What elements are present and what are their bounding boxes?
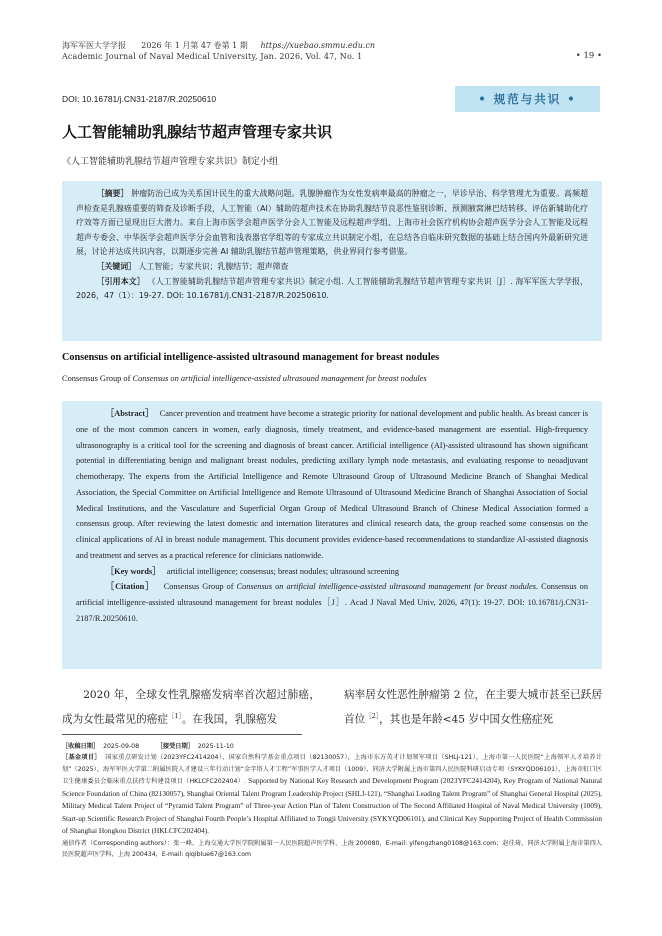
- received-date: 2025-09-08: [103, 743, 140, 750]
- corresponding-authors: 通信作者（Corresponding authors）：张一峰，上海交通大学医学院附属第一人民医院超声医学科，上海 200080，E-mail: yifengzhang0108@163.com；赵佳琦，同济大学附属上海市第四人民医院超声医学科，上海 200434，E-mail: qiqiblue67@163.com: [62, 839, 602, 859]
- keywords-text-cn: 人工智能；专家共识；乳腺结节；超声筛查: [138, 261, 289, 271]
- page-number: • 19 •: [575, 51, 602, 61]
- abstract-text-en: Cancer prevention and treatment have become a strategic priority for national development and public health. As breast cancer is one of the most common cancers in women, early diagnosis, timely treatment, and evidence-based management are essential. High-frequency ultrasonography is a critical tool for the screening and diagnosis of breast cancer. Artificial intelligence (AI)-assisted ultrasound has shown significant potential in differentiating benign and malignant breast nodules, predicting axillary lymph node metastasis, and evaluating response to neoadjuvant chemotherapy. The experts from the Artificial Intelligence and Remote Ultrasound Group of Ultrasound Medicine Branch of Shanghai Medical Association, the Special Committee on Artificial Intelligence and Remote Ultrasound of Ultrasound Medicine Branch of Shanghai Association of Social Medical Institutions, and the Vasculature and Superficial Organ Group of Medical Ultrasound Branch of Chinese Medical Association formed a consensus group. After reviewing the latest domestic and internation literatures and clinical research data, the group reached some consensus on the clinical applications of AI in breast nodule management. This document provides evidence-based recommendations to standardize AI-assisted diagnosis and treatment and serves as a practical reference for clinicians nationwide.: [76, 409, 588, 560]
- citation-text-cn: 《人工智能辅助乳腺结节超声管理专家共识》制定小组. 人工智能辅助乳腺结节超声管理专家共识［J］. 海军军医大学学报，2026，47（1）：19-27. DOI: 10.16781/j.CN31-2187/R.20250610.: [76, 276, 588, 301]
- fund-text-en: Supported by National Key Research and Development Program (2023YFC2414204), Key Program of National Natural Science Foundation of China (82130057), Shanghai Oriental Talent Program Leadership Project (SHLJ-121), “Shanghai Leading Talent Program” of Shanghai General Hospital (2025), Military Medical Talent Project of “Pyramid Talent Program” of Three-year Action Plan of Talent Construction of The Second Affiliated Hospital of Naval Medical University (1009), Start-up Scientific Research Project of Shanghai Fourth People’s Hospital Affiliated to Tongji University (SYKYQD06101), and Clinical Key Supporting Project of Health Commission of Shanghai Hongkou District (HKLCFC202404).: [62, 776, 602, 836]
- author-group-en: [62, 374, 427, 383]
- author-group-en-italic: Consensus on artificial intelligence-assisted ultrasound management for breast nodules: [132, 374, 427, 383]
- citation-italic-en: Consensus on artificial intelligence-assisted ultrasound management for breast nodules: [236, 582, 536, 592]
- citation-en: [76, 579, 588, 626]
- body-col2-text-b: ，其也是年龄<45 岁中国女性癌症死: [379, 713, 554, 726]
- received-label: ［收稿日期］: [62, 743, 100, 750]
- dates-line: [62, 741, 602, 752]
- article-title-cn: 人工智能辅助乳腺结节超声管理专家共识: [62, 123, 333, 141]
- journal-url[interactable]: https://xuebao.smmu.edu.cn: [260, 41, 376, 50]
- citation-label-en: ［Citation］: [105, 582, 155, 592]
- keywords-cn: [76, 260, 588, 275]
- fund-info: [62, 752, 602, 837]
- keywords-en: [76, 564, 588, 580]
- abstract-text-cn: 肿瘤防治已成为关系国计民生的重大战略问题。乳腺肿瘤作为女性发病率最高的肿瘤之一，早诊早治、科学管理尤为重要。高频超声检查是乳腺癌重要的筛查及诊断手段，人工智能（AI）辅助的超声技术在协助乳腺结节良恶性鉴别诊断、预测腋窝淋巴结转移、评估新辅助化疗疗效等方面已显现出巨大潜力。来自上海市医学会超声医学分会人工智能及远程超声学组、上海市社会医疗机构协会超声医学分会人工智能及远程超声专委会、中华医学会超声医学分会血管和浅表器官学组等的专家成立共识制定小组，在总结各自临床研究数据的基础上结合国内外最新研究进展，讨论并达成共识内容，以期逐步完善 AI 辅助乳腺结节超声管理策略，供业界同行参考借鉴。: [76, 189, 588, 257]
- abstract-label-cn: ［摘要］: [96, 189, 129, 198]
- abstract-cn: [76, 187, 588, 260]
- footnote: [62, 741, 602, 861]
- running-header: [62, 40, 602, 62]
- fund-label: ［基金项目］: [62, 754, 101, 762]
- citation-rest-en: . Consensus on artificial intelligence-assisted ultrasound management for breast nodules［J］. Acad J Naval Med Univ, 2026, 47(1): 19-27. DOI: 10.16781/j.CN31-2187/R.20250610.: [76, 582, 588, 623]
- abstract-box-en: [62, 401, 602, 669]
- citation-label-cn: ［引用本文］: [96, 276, 145, 286]
- abstract-box-cn: [62, 181, 602, 341]
- author-group-en-prefix: Consensus Group of: [62, 374, 133, 383]
- header-cn-line: [62, 40, 602, 51]
- citation-prefix-en: Consensus Group of: [163, 582, 237, 592]
- body-col2-text-a: 病率居女性恶性肿瘤第 2 位，在主要大城市甚至已跃居首位: [344, 689, 602, 726]
- abstract-label-en: ［Abstract］: [105, 409, 154, 418]
- keywords-text-en: artificial intelligence; consensus; breast nodules; ultrasound screening: [166, 566, 399, 576]
- accepted-label: ［接受日期］: [156, 743, 194, 750]
- body-text-col1: [62, 685, 320, 731]
- section-tag: • 规范与共识 •: [455, 86, 600, 112]
- body-text-col2: [344, 685, 602, 731]
- reference-marker[interactable]: ［2］: [365, 712, 380, 720]
- accepted-date: 2025-11-10: [197, 743, 234, 750]
- keywords-label-en: ［Key words］: [105, 566, 161, 576]
- author-group-cn: 《人工智能辅助乳腺结节超声管理专家共识》制定小组: [62, 157, 279, 167]
- reference-marker[interactable]: ［1］: [167, 712, 182, 720]
- journal-name-en: Academic Journal of Naval Medical University, Jan. 2026, Vol. 47, No. 1: [62, 52, 363, 61]
- footnote-divider: [62, 734, 302, 735]
- doi[interactable]: DOI: 10.16781/j.CN31-2187/R.20250610: [62, 94, 217, 104]
- keywords-label-cn: ［关键词］: [96, 261, 136, 271]
- journal-name-cn: 海军军医大学学报: [62, 41, 126, 50]
- citation-cn: [76, 275, 588, 304]
- issue-cn: 2026 年 1 月第 47 卷第 1 期: [141, 41, 248, 50]
- body-col1-text-a: 2020 年，全球女性乳腺癌发病率首次超过肺癌，成为女性最常见的癌症: [62, 689, 320, 726]
- article-title-en: Consensus on artificial intelligence-assisted ultrasound management for breast nodules: [62, 352, 440, 363]
- abstract-en: [76, 406, 588, 564]
- body-col1-text-b: 。在我国，乳腺癌发: [181, 713, 278, 726]
- fund-text-cn: 国家重点研发计划（2023YFC2414204），国家自然科学基金重点项目（82130057），上海市东方英才计划领军项目（SHLJ-121），上海市第一人民医院“上海领军人才培养计划”（2025），海军军医大学第二附属医院人才建设三年行动计划“金字塔人才工程”军事医学人才项目（1009），同济大学附属上海市第四人民医院科研启动专项（SYKYQD06101），上海市虹口区卫生健康委员会临床重点扶持专科建设项目（HKLCFC202404）.: [62, 754, 603, 786]
